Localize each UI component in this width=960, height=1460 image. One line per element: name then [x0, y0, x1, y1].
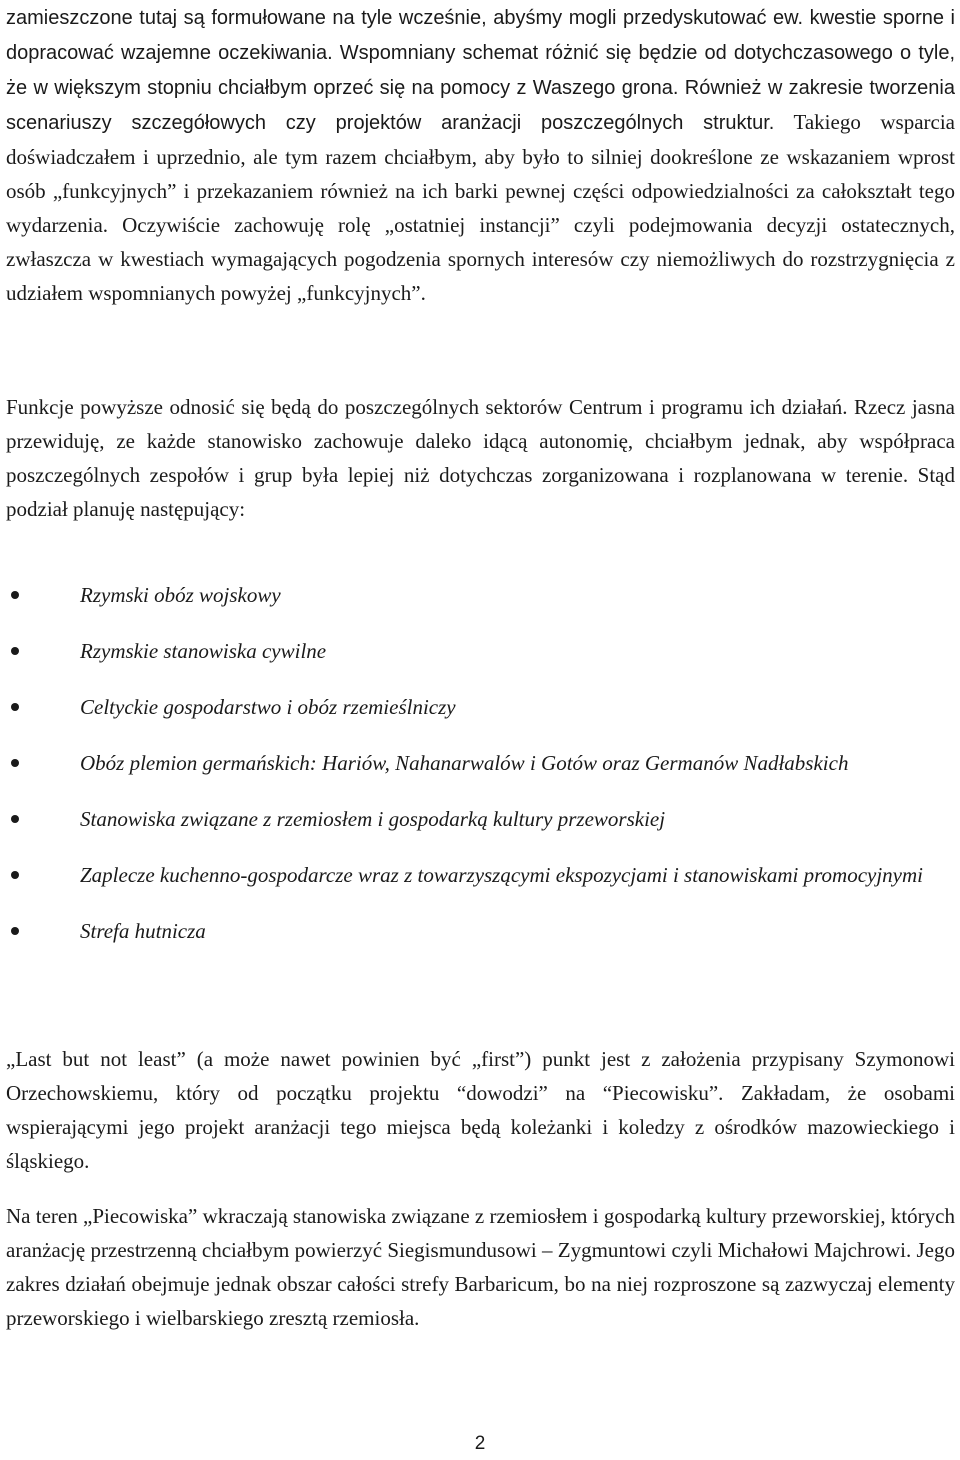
list-item-text: Rzymskie stanowiska cywilne — [80, 639, 327, 663]
list-item — [6, 690, 955, 724]
list-item-text: Rzymski obóz wojskowy — [80, 583, 281, 607]
list-item — [6, 858, 955, 892]
list-item — [6, 578, 955, 612]
bullet-icon — [11, 647, 19, 655]
paragraph-last-but-not-least: „Last but not least” (a może nawet powinien być „first”) punkt jest z założenia przypisany Szymonowi Orzechowskiemu, który od początku projektu “dowodzi” na “Piecowisku”. Zakładam, że osobami wspierającymi jego projekt aranżacji tego miejsca będą koleżanki i koledzy z ośrodków mazowieckiego i śląskiego. — [6, 1047, 955, 1173]
bullet-icon — [11, 703, 19, 711]
list-item-text: Obóz plemion germańskich: Hariów, Nahanarwalów i Gotów oraz Germanów Nadłabskich — [80, 751, 849, 775]
sector-list — [6, 578, 955, 948]
list-item-text: Stanowiska związane z rzemiosłem i gospodarką kultury przeworskiej — [80, 807, 666, 831]
paragraph-funkcje: Funkcje powyższe odnosić się będą do poszczególnych sektorów Centrum i programu ich działań. Rzecz jasna przewiduję, ze każde stanowisko zachowuje daleko idącą autonomię, chciałbym jednak, aby współpraca poszczególnych zespołów i grup była lepiej niż dotychczas zorganizowana i rozplanowana w terenie. Stąd podział planuję następujący: — [6, 395, 955, 521]
paragraph-piecowisko: Na teren „Piecowiska” wkraczają stanowiska związane z rzemiosłem i gospodarką kultury przeworskiej, których aranżację przestrzenną chciałbym powierzyć Siegismundusowi – Zygmuntowi czyli Michałowi Majchrowi. Jego zakres działań obejmuje jednak obszar całości strefy Barbaricum, bo na niej rozproszone są zazwyczaj elementy przeworskiego i wielbarskiego zresztą rzemiosła. — [6, 1204, 955, 1330]
bullet-icon — [11, 591, 19, 599]
list-item — [6, 746, 955, 780]
bullet-icon — [11, 871, 19, 879]
page-number: 2 — [474, 1433, 486, 1454]
bullet-icon — [11, 815, 19, 823]
list-item — [6, 634, 955, 668]
bullet-icon — [11, 927, 19, 935]
bullet-icon — [11, 759, 19, 767]
list-item-text: Strefa hutnicza — [80, 919, 206, 943]
paragraph-intro — [6, 0, 955, 310]
list-item — [6, 802, 955, 836]
list-item-text: Zaplecze kuchenno-gospodarcze wraz z towarzyszącymi ekspozycjami i stanowiskami promocyjnymi — [80, 863, 923, 887]
paragraph-intro-run-1: zamieszczone tutaj są formułowane na tyle wcześnie, abyśmy mogli przedyskutować ew. kwestie sporne i dopracować wzajemne oczekiwania. Wspomniany schemat różnić się będzie od dotychczasowego o tyle, że w większym stopniu chciałbym oprzeć się na pomocy z Waszego grona. Również w zakresie tworzenia scenariuszy szczegółowych czy projektów aranżacji poszczególnych struktur. — [6, 7, 955, 134]
paragraph-intro-run-2: Takiego wsparcia doświadczałem i uprzednio, ale tym razem chciałbym, aby było to silniej dookreślone ze wskazaniem wprost osób „funkcyjnych” i przekazaniem również na ich barki pewnej części odpowiedzialności za całokształt tego wydarzenia. Oczywiście zachowuję rolę „ostatniej instancji” czyli podejmowania decyzji ostatecznych, zwłaszcza w kwestiach wymagających pogodzenia spornych interesów czy niemożliwych do rozstrzygnięcia z udziałem wspomnianych powyżej „funkcyjnych”. — [6, 110, 955, 305]
list-item — [6, 914, 955, 948]
list-item-text: Celtyckie gospodarstwo i obóz rzemieślniczy — [80, 695, 456, 719]
